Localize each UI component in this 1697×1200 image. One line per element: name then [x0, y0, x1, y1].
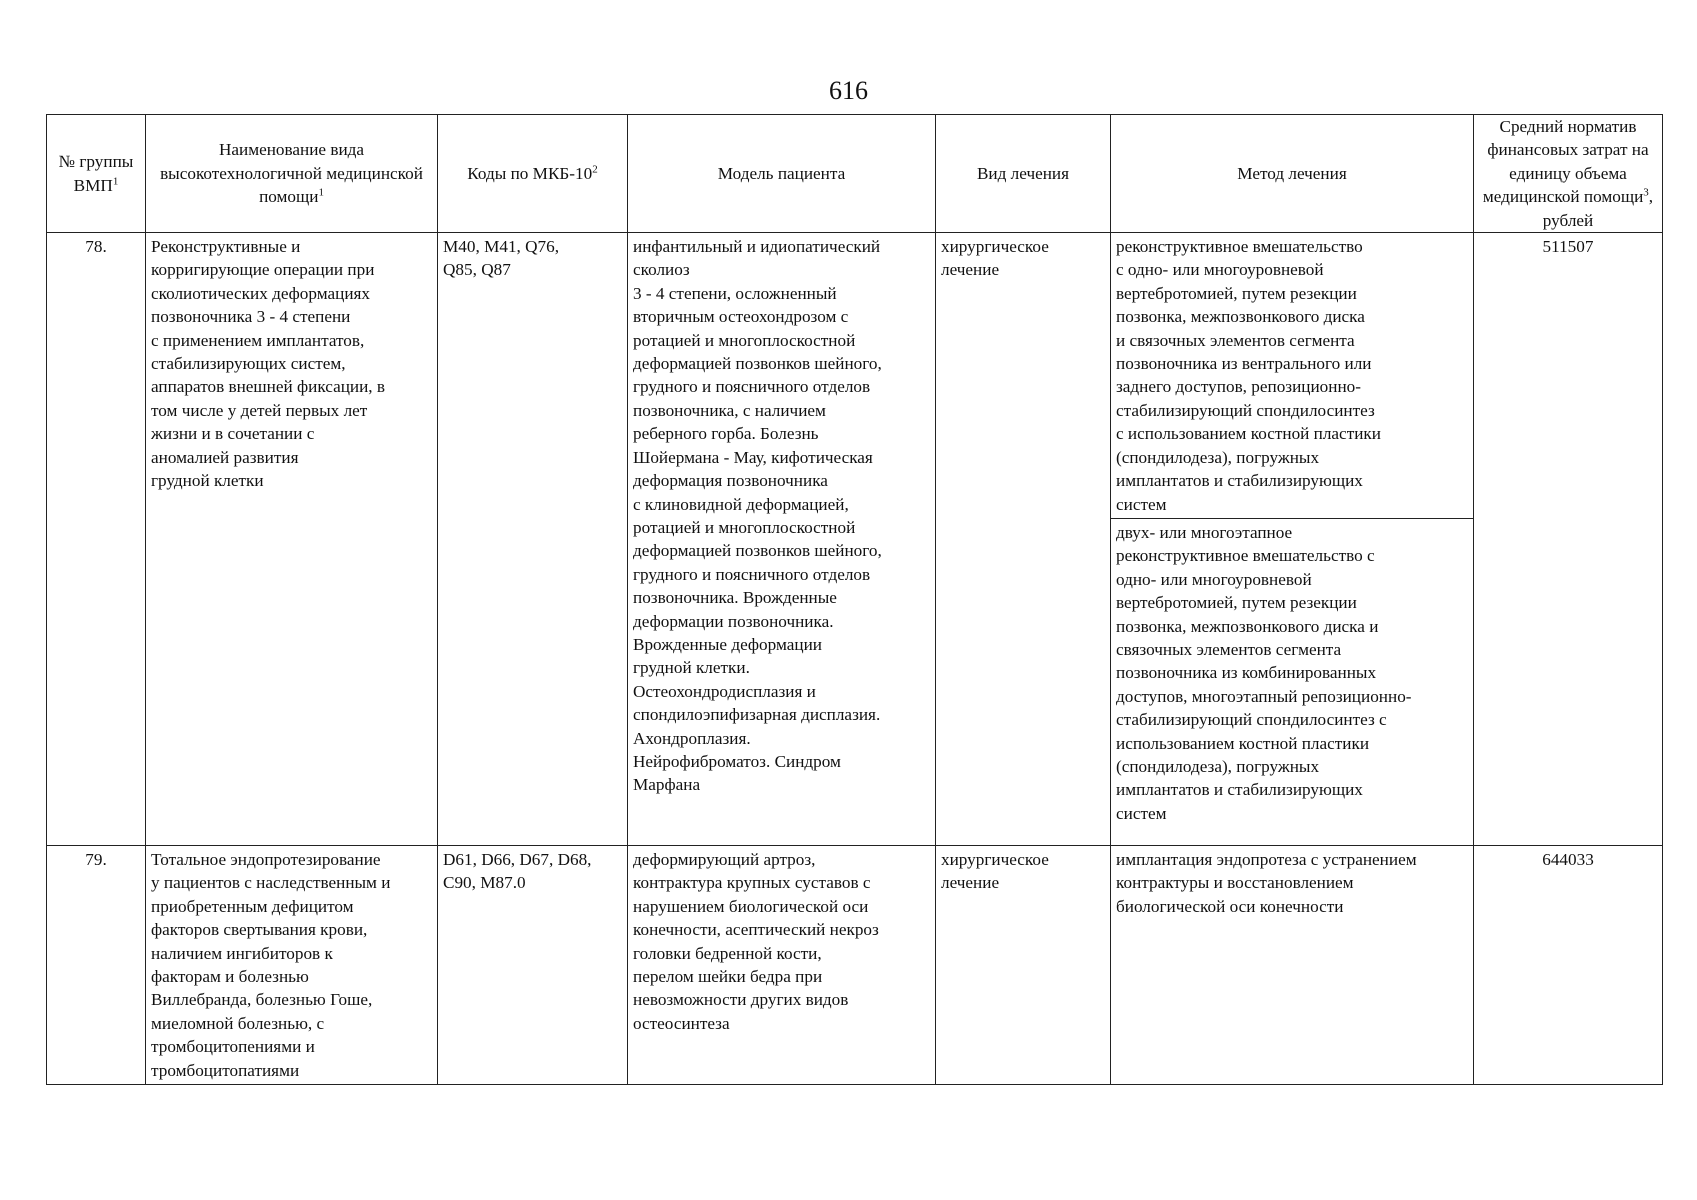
table-row	[47, 845, 1663, 1084]
patient-model: деформирующий артроз, контрактура крупных суставов с нарушением биологической оси конечности, асептический некроз головки бедренной кости, перелом шейки бедра при невозможности других видов остеосинтеза	[628, 845, 936, 1084]
header-patient-model: Модель пациента	[628, 115, 936, 233]
header-treatment-method: Метод лечения	[1111, 115, 1474, 233]
treatment-method: реконструктивное вмешательство с одно- или многоуровневой вертебротомией, путем резекции позвонка, межпозвонкового диска и связочных элементов сегмента позвоночника из вентрального или заднего доступов, репозиционно- стабилизирующий спондилосинтез с использованием костной пластики (спондилодеза), погружных имплантатов и стабилизирующих систем	[1111, 233, 1474, 519]
header-cost: Средний норматив финансовых затрат на единицу объема медицинской помощи$^3$, рублей	[1474, 115, 1663, 233]
treatment-method: двух- или многоэтапное реконструктивное вмешательство с одно- или многоуровневой вертебротомией, путем резекции позвонка, межпозвонкового диска и связочных элементов сегмента позвоночника из комбинированных доступов, многоэтапный репозиционно- стабилизирующий спондилосинтез с использованием костной пластики (спондилодеза), погружных имплантатов и стабилизирующих систем	[1111, 518, 1474, 845]
header-group-number: № группы ВМП$^1$	[47, 115, 146, 233]
header-care-name: Наименование вида высокотехнологичной медицинской помощи$^1$	[146, 115, 438, 233]
page-number: 616	[829, 76, 868, 105]
treatment-type: хирургическое лечение	[936, 233, 1111, 846]
patient-model: инфантильный и идиопатический сколиоз 3 - 4 степени, осложненный вторичным остеохондрозом с ротацией и многоплоскостной деформацией позвонков шейного, грудного и поясничного отделов позвоночника, с наличием реберного горба. Болезнь Шойермана - Мау, кифотическая деформация позвоночника с клиновидной деформацией, ротацией и многоплоскостной деформацией позвонков шейного, грудного и поясничного отделов позвоночника. Врожденные деформации позвоночника. Врожденные деформации грудной клетки. Остеохондродисплазия и спондилоэпифизарная дисплазия. Ахондроплазия. Нейрофиброматоз. Синдром Марфана	[628, 233, 936, 846]
cost-value: 644033	[1474, 845, 1663, 1084]
table-row	[47, 233, 1663, 519]
care-name: Тотальное эндопротезирование у пациентов с наследственным и приобретенным дефицитом факторов свертывания крови, наличием ингибиторов к факторам и болезнью Виллебранда, болезнью Гоше, миеломной болезнью, с тромбоцитопениями и тромбоцитопатиями	[146, 845, 438, 1084]
treatment-method: имплантация эндопротеза с устранением контрактуры и восстановлением биологической оси конечности	[1111, 845, 1474, 1084]
header-row	[47, 115, 1663, 233]
vmp-table	[46, 114, 1663, 1085]
treatment-type: хирургическое лечение	[936, 845, 1111, 1084]
header-icd-codes: Коды по МКБ-$10^2$	[438, 115, 628, 233]
group-number: 78.	[47, 233, 146, 846]
icd-codes: D61, D66, D67, D68, C90, M87.0	[438, 845, 628, 1084]
icd-codes: M40, M41, Q76, Q85, Q87	[438, 233, 628, 846]
cost-value: 511507	[1474, 233, 1663, 846]
group-number: 79.	[47, 845, 146, 1084]
header-treatment-type: Вид лечения	[936, 115, 1111, 233]
care-name: Реконструктивные и корригирующие операции при сколиотических деформациях позвоночника 3 - 4 степени с применением имплантатов, стабилизирующих систем, аппаратов внешней фиксации, в том числе у детей первых лет жизни и в сочетании с аномалией развития грудной клетки	[146, 233, 438, 846]
